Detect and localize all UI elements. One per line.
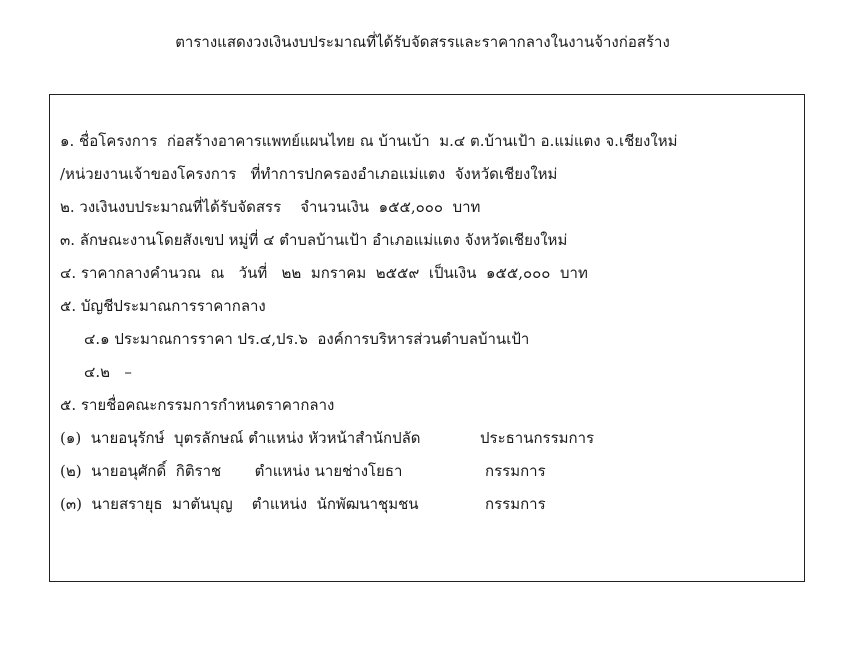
item-3-work-description: ๓. ลักษณะงานโดยสังเขป หมู่ที่ ๔ ตำบลบ้านเป้า อำเภอแม่แตง จังหวัดเชียงใหม่ xyxy=(60,231,568,249)
item-1-project-name: ๑. ชื่อโครงการ ก่อสร้างอาคารแพทย์แผนไทย ณ บ้านเบ้า ม.๔ ต.บ้านเป้า อ.แม่แตง จ.เชียงใหม่ xyxy=(60,132,678,150)
committee-member-role: กรรมการ xyxy=(485,462,546,480)
item-4-median-price: ๔. ราคากลางคำนวณ ณ วันที่ ๒๒ มกราคม ๒๕๕๙ เป็นเงิน ๑๕๕,๐๐๐ บาท xyxy=(60,264,588,282)
item-5-1-estimate: ๔.๑ ประมาณการราคา ปร.๔,ปร.๖ องค์การบริหารส่วนตำบลบ้านเป้า xyxy=(84,330,530,348)
committee-member-name: (๒) นายอนุศักดิ์ กิติราช ตำแหน่ง นายช่างโยธา xyxy=(60,462,403,480)
item-5-price-schedule: ๕. บัญชีประมาณการราคากลาง xyxy=(60,297,266,315)
committee-member-role: ประธานกรรมการ xyxy=(480,429,595,447)
committee-row xyxy=(60,493,780,515)
committee-member-name: (๓) นายสรายุธ มาตันบุญ ตำแหน่ง นักพัฒนาชุมชน xyxy=(60,495,419,513)
item-5-2-estimate: ๔.๒ – xyxy=(84,363,132,381)
document-title: ตารางแสดงวงเงินงบประมาณที่ได้รับจัดสรรและราคากลางในงานจ้างก่อสร้าง xyxy=(175,33,670,51)
item-6-committee-heading: ๕. รายชื่อคณะกรรมการกำหนดราคากลาง xyxy=(60,396,335,414)
committee-row xyxy=(60,427,780,449)
committee-member-name: (๑) นายอนุรักษ์ บุตรลักษณ์ ตำแหน่ง หัวหน้าสำนักปลัด xyxy=(60,429,421,447)
committee-row xyxy=(60,460,780,482)
committee-member-role: กรรมการ xyxy=(485,495,546,513)
item-2-budget: ๒. วงเงินงบประมาณที่ได้รับจัดสรร จำนวนเงิน ๑๕๕,๐๐๐ บาท xyxy=(60,198,481,216)
item-1-owner-agency: /หน่วยงานเจ้าของโครงการ ที่ทำการปกครองอำเภอแม่แตง จังหวัดเชียงใหม่ xyxy=(60,165,558,183)
